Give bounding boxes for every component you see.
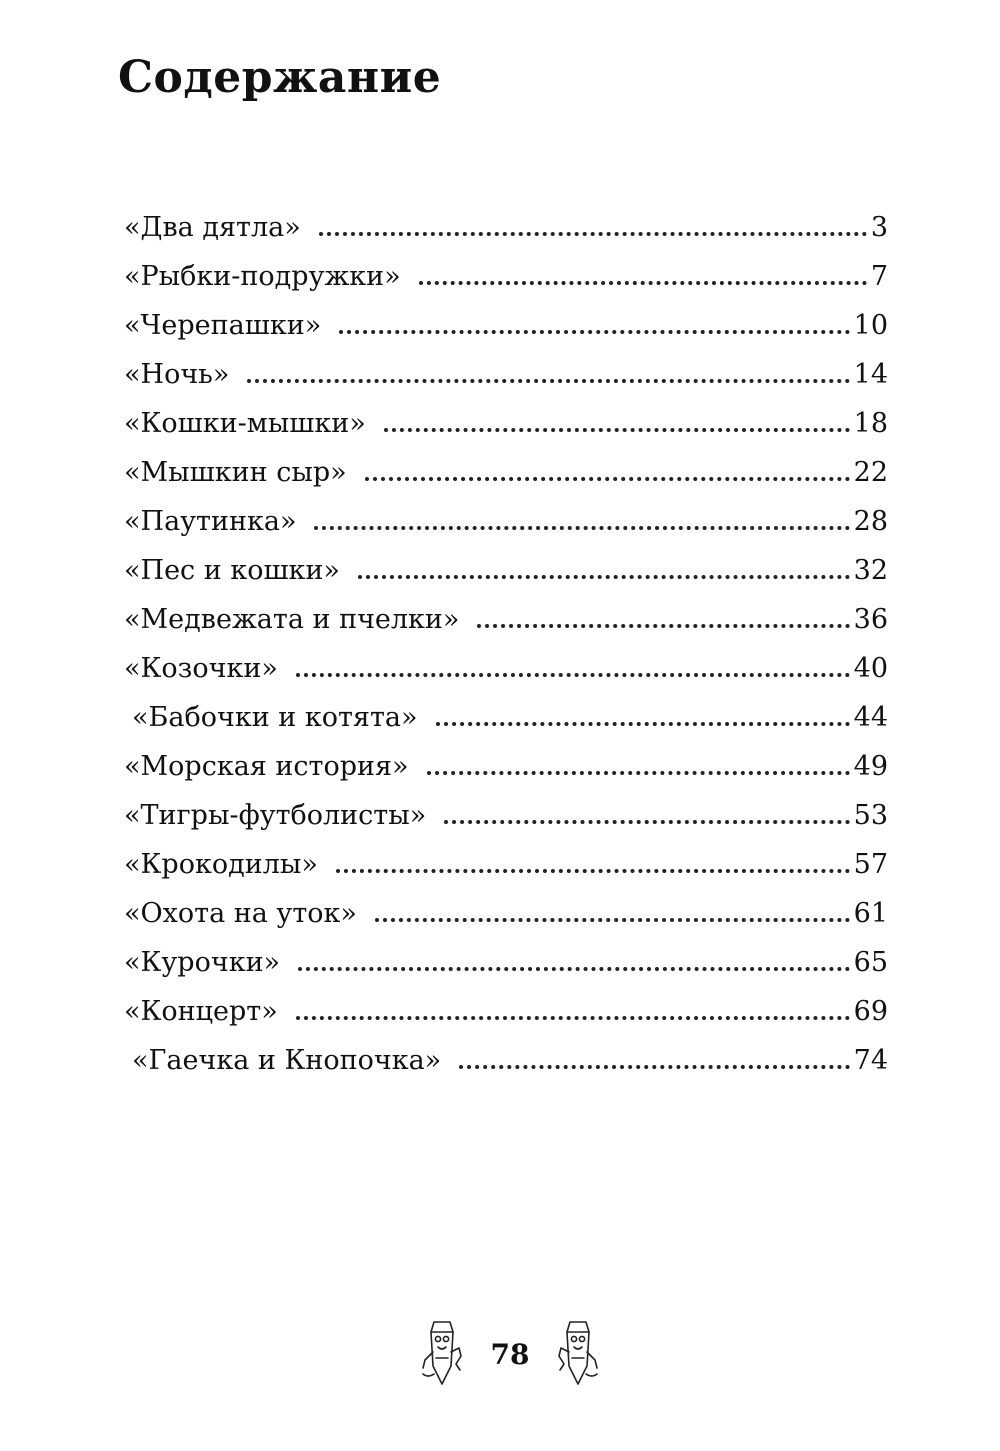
toc-entry-page: 61 (853, 898, 888, 929)
toc-entry-title: «Мышкин сыр» (124, 457, 347, 488)
dot-leader (419, 281, 867, 285)
toc-entry-title: «Медвежата и пчелки» (124, 604, 460, 635)
dot-leader (319, 232, 867, 236)
toc-entry (124, 693, 888, 742)
dot-leader (358, 575, 850, 579)
toc-entry-title: «Бабочки и котята» (132, 702, 418, 733)
toc-entry (124, 497, 888, 546)
toc-entry-page: 40 (853, 653, 888, 684)
toc-entry (124, 252, 888, 301)
toc-entry-title: «Концерт» (124, 996, 278, 1027)
toc-entry (124, 1036, 888, 1085)
toc-entry (124, 399, 888, 448)
toc-entry (124, 350, 888, 399)
toc-entry-page: 32 (853, 555, 888, 586)
toc-entry-title: «Рыбки-подружки» (124, 261, 401, 292)
dot-leader (247, 379, 849, 383)
toc-entry-page: 3 (870, 212, 888, 243)
toc-entry-title: «Два дятла» (124, 212, 301, 243)
dot-leader (384, 428, 850, 432)
dot-leader (336, 869, 850, 873)
toc-entry (124, 840, 888, 889)
toc-entry-page: 65 (853, 947, 888, 978)
toc-entry (124, 791, 888, 840)
toc-entry-page: 28 (853, 506, 888, 537)
toc-entry-title: «Тигры-футболисты» (124, 800, 427, 831)
dot-leader (296, 1016, 850, 1020)
toc-entry-title: «Крокодилы» (124, 849, 318, 880)
toc-entry-page: 22 (853, 457, 888, 488)
toc-entry-page: 44 (853, 702, 888, 733)
dot-leader (298, 967, 850, 971)
page-title: Содержание (118, 52, 442, 103)
toc-entry-title: «Морская история» (124, 751, 409, 782)
toc-entry-page: 10 (853, 310, 888, 341)
toc-entry-page: 53 (853, 800, 888, 831)
toc-entry-page: 7 (870, 261, 888, 292)
toc-entry-page: 57 (853, 849, 888, 880)
dot-leader (375, 918, 850, 922)
dot-leader (459, 1065, 849, 1069)
dot-leader (427, 771, 850, 775)
toc-entry (124, 742, 888, 791)
toc-entry-page: 49 (853, 751, 888, 782)
mascot-icon (556, 1318, 600, 1388)
table-of-contents (124, 203, 888, 1085)
page-footer (0, 1318, 1000, 1388)
toc-entry-page: 18 (853, 408, 888, 439)
dot-leader (296, 673, 850, 677)
mascot-icon (420, 1318, 464, 1388)
toc-entry-title: «Пес и кошки» (124, 555, 340, 586)
toc-entry (124, 448, 888, 497)
page-number: 78 (490, 1338, 530, 1371)
toc-entry (124, 938, 888, 987)
dot-leader (477, 624, 849, 628)
toc-entry (124, 644, 888, 693)
dot-leader (314, 526, 849, 530)
toc-entry (124, 203, 888, 252)
toc-entry-title: «Курочки» (124, 947, 281, 978)
dot-leader (436, 722, 850, 726)
toc-entry-title: «Паутинка» (124, 506, 297, 537)
dot-leader (444, 820, 849, 824)
toc-entry-page: 36 (853, 604, 888, 635)
toc-entry (124, 987, 888, 1036)
toc-entry-title: «Козочки» (124, 653, 278, 684)
toc-entry-page: 74 (853, 1045, 888, 1076)
toc-entry-title: «Охота на уток» (124, 898, 357, 929)
toc-entry-title: «Черепашки» (124, 310, 322, 341)
dot-leader (365, 477, 850, 481)
toc-entry (124, 301, 888, 350)
toc-entry-title: «Кошки-мышки» (124, 408, 366, 439)
toc-entry-page: 14 (853, 359, 888, 390)
toc-entry (124, 546, 888, 595)
toc-entry-page: 69 (853, 996, 888, 1027)
toc-entry (124, 595, 888, 644)
toc-entry (124, 889, 888, 938)
toc-entry-title: «Гаечка и Кнопочка» (132, 1045, 442, 1076)
dot-leader (339, 330, 849, 334)
toc-entry-title: «Ночь» (124, 359, 230, 390)
